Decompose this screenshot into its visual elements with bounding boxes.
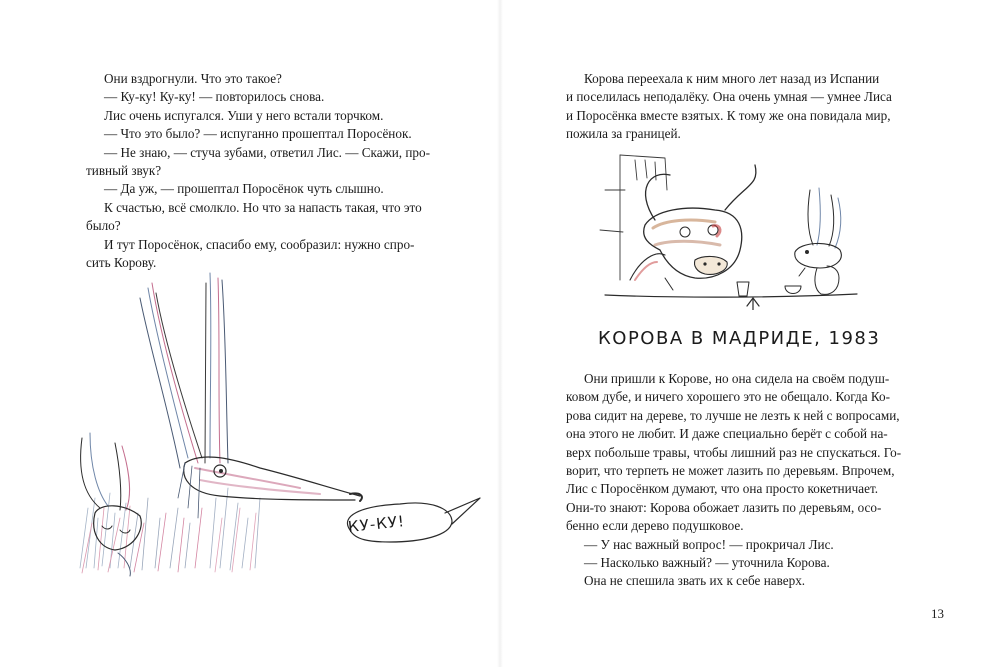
paragraph-continuation: пожила за границей. [566,126,681,142]
paragraph-continuation: ворит, что терпеть не может лазить по деревьям. Впрочем, [566,463,895,479]
paragraph: Они вздрогнули. Что это такое? [104,71,282,86]
big-hare-ears [140,273,228,468]
illustration-caption: КОРОВА В МАДРИДЕ, 1983 [598,328,881,349]
paragraph-continuation: и поселилась неподалёку. Она очень умная — умнее Лиса [566,89,892,105]
paragraph-continuation: Они-то знают: Корова обожает лазить по деревьям, осо- [566,499,882,515]
paragraph-continuation: верх побольше травы, чтобы лишний раз не спускаться. Го- [566,444,902,460]
caption-arrow [747,298,759,310]
paragraph-continuation: рова сидит на дереве, то лучше не лезть к ней с вопросами, [566,407,900,423]
paragraph-continuation: тивный звук? [86,163,162,179]
hare [795,188,842,294]
paragraph: Корова переехала к ним много лет назад из Испании [584,71,880,86]
paragraph: К счастью, всё смолкло. Но что за напасть такая, что это [104,199,422,215]
paragraph: — Да уж, — прошептал Поросёнок чуть слышно. [104,181,384,197]
paragraph: Она не спешила звать их к себе наверх. [584,573,806,589]
paragraph: — Что это было? — испуганно прошептал Поросёнок. [104,126,412,142]
paragraph-continuation: бенно если дерево подушковое. [566,518,744,534]
big-hare-head [178,457,362,518]
paragraph: — У нас важный вопрос! — прокричал Лис. [584,536,834,552]
paragraph: Лис очень испугался. Уши у него встали торчком. [104,107,384,123]
paragraph: Они пришли к Корове, но она сидела на своём подуш- [584,371,890,386]
left-page-text [86,70,446,272]
hares-illustration [60,268,490,588]
paragraph-continuation: Лис с Поросёнком думают, что она просто кокетничает. [566,481,879,497]
paragraph-continuation: сить Корову. [86,255,157,271]
right-page [500,0,1000,667]
paragraph-continuation: она этого не любит. И даже специально берёт с собой на- [566,426,888,442]
glass [737,282,749,296]
paragraph: И тут Поросёнок, спасибо ему, сообразил: нужно спро- [104,236,415,252]
paragraph: — Ку-ку! Ку-ку! — повторилось снова. [104,89,325,105]
paragraph-continuation: ковом дубе, и ничего хорошего это не обещало. Когда Ко- [566,389,891,405]
cow-illustration [595,150,865,310]
paragraph-continuation: и Поросёнка вместе взятых. К тому же она повидала мир, [566,107,891,123]
speech-bubble-text: КУ-КУ! [347,512,406,536]
table-line [605,294,857,297]
cow [630,165,756,290]
right-page-body-text [566,370,931,591]
paragraph: — Насколько важный? — уточнила Корова. [584,555,830,571]
cup [785,286,801,294]
right-page-intro-text [566,70,926,144]
paragraph-continuation: было? [86,218,121,234]
grass-scribbles [80,488,260,573]
page-number: 13 [931,606,944,621]
paragraph: — Не знаю, — стуча зубами, ответил Лис. — Скажи, про- [104,144,431,160]
